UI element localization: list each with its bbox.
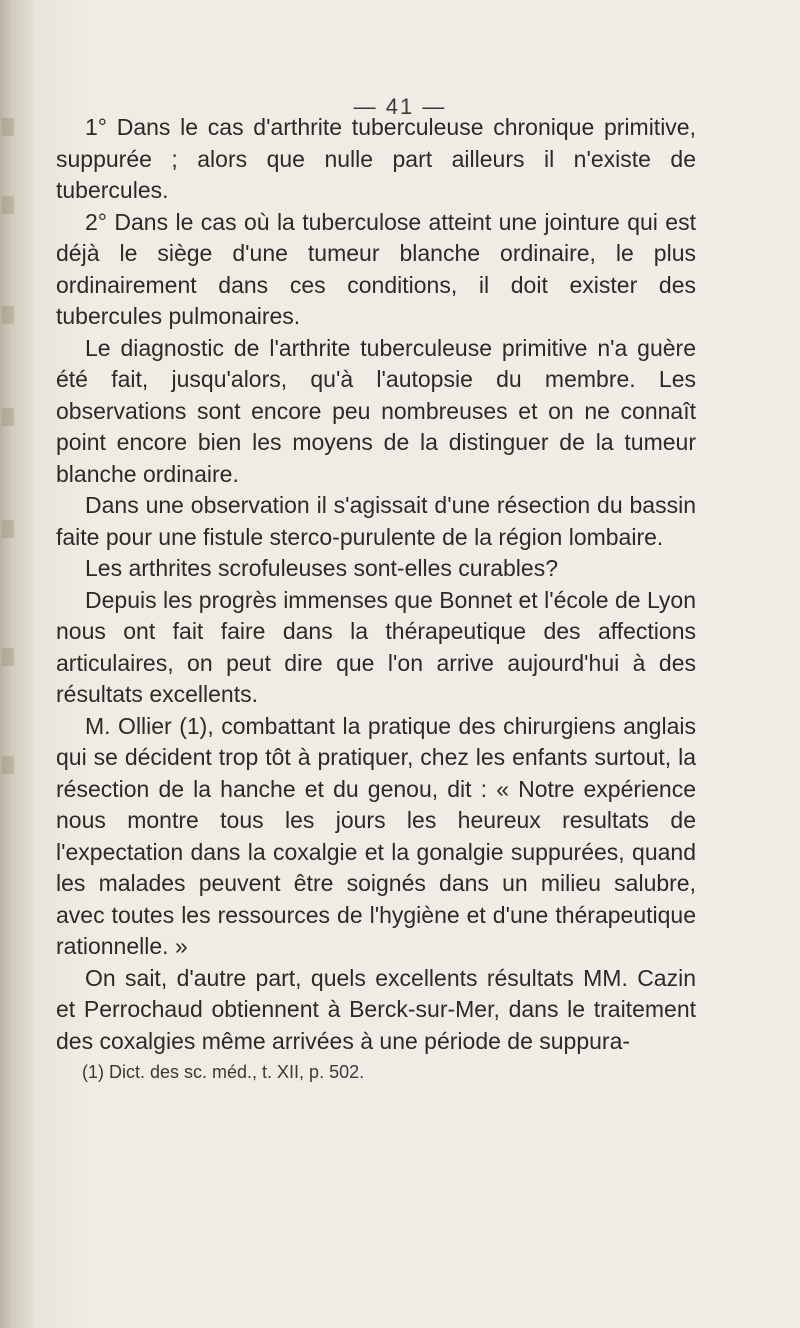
page-number: — 41 — [353,94,447,119]
gutter-mark [2,756,14,774]
footnote: (1) Dict. des sc. méd., t. XII, p. 502. [82,1062,365,1082]
paragraph: 1° Dans le cas d'arthrite tuberculeuse chronique primitive, suppurée ; alors que nulle part ailleurs il n'existe de tubercules. [56,114,696,203]
paragraph: Depuis les progrès immenses que Bonnet et l'école de Lyon nous ont fait faire dans la thérapeutique des affections articulaires, on peut dire que l'on arrive aujourd'hui à des résultats excellents. [56,586,696,707]
paragraph: Dans une observation il s'agissait d'une résection du bassin faite pour une fistule sterco-purulente de la région lombaire. [56,492,696,550]
paragraph: On sait, d'autre part, quels excellents résultats MM. Cazin et Perrochaud obtiennent à Berck-sur-Mer, dans le traitement des coxalgies même arrivées à une période de suppura- [56,964,696,1054]
gutter-mark [2,648,14,666]
book-gutter [0,0,34,1328]
paragraph: Le diagnostic de l'arthrite tuberculeuse primitive n'a guère été fait, jusqu'alors, qu'à l'autopsie du membre. Les observations sont encore peu nombreuses et on ne connaît point encore bien les moyens de la distinguer de la tumeur blanche ordinaire. [56,334,696,487]
gutter-mark [2,196,14,214]
gutter-mark [2,520,14,538]
paragraph: M. Ollier (1), combattant la pratique des chirurgiens anglais qui se décident trop tôt à pratiquer, chez les enfants surtout, la résection de la hanche et du genou, dit : « Notre expérience nous montre tous les jours les heureux resultats de l'expectation dans la coxalgie et la gonalgie suppurées, quand les malades peuvent être soignés dans un milieu salubre, avec toutes les ressources de l'hygiène et d'une thérapeutique rationnelle. » [56,712,696,959]
gutter-mark [2,408,14,426]
gutter-mark [2,306,14,324]
paragraph: 2° Dans le cas où la tuberculose atteint une jointure qui est déjà le siège d'une tumeur blanche ordinaire, le plus ordinairement dans ces conditions, il doit exister des tubercules pulmonaires. [56,208,696,329]
body-text [56,112,696,1057]
paragraph: Les arthrites scrofuleuses sont-elles curables? [85,555,559,581]
gutter-mark [2,118,14,136]
